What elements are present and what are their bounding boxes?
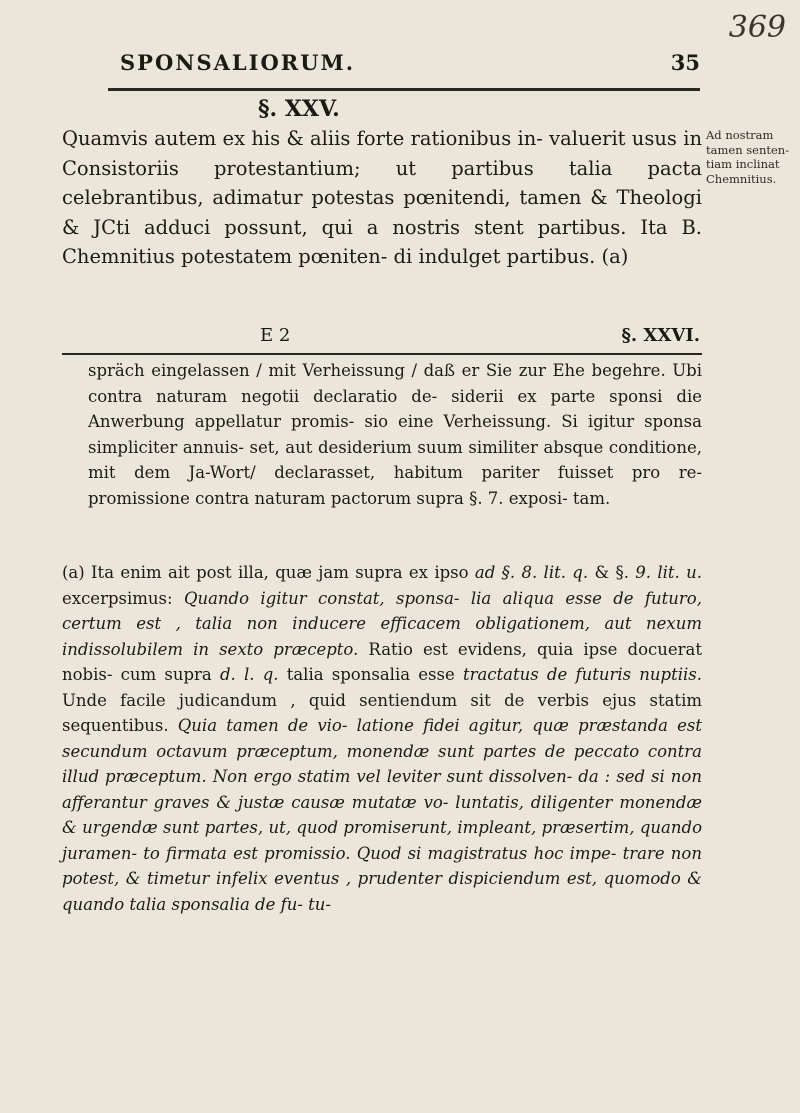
footnote-a-ref3: d. l. q. (219, 665, 279, 684)
running-head (110, 50, 700, 90)
main-paragraph-text: Quamvis autem ex his & aliis forte rationibus in- valuerit usus in Consistoriis protestantium; ut partibus talia pacta celebrantibus, adimatur potestas pœnitendi, tamen & Theologi & JCti adduci possunt, qui a nostris stent partibus. Ita B. Chemnitius potestatem pœniten- di indulget partibus. (a) (62, 127, 702, 268)
footnote-a-ref1: ad §. 8. lit. q. (474, 563, 589, 582)
footnote-a-text (62, 560, 702, 917)
footnote-continued (88, 358, 702, 511)
signature-line (260, 325, 700, 355)
margin-note: Ad nostram tamen senten- tiam inclinat Chemnitius. (706, 128, 790, 186)
footnote-a-ref2: 9. lit. u. (635, 563, 703, 582)
footnote-a-lead: (a) Ita enim ait post illa, quæ jam supra ex ipso (62, 563, 475, 582)
footnote-a-mid2: excerpsimus: (62, 588, 184, 608)
footnote-a-quote2: tractatus de futuris nuptiis. (462, 665, 702, 684)
footnote-a-mid1: & §. (588, 563, 636, 582)
footnote-a (62, 560, 702, 917)
section-heading: §. XXV. (258, 96, 340, 122)
catchword: §. XXVI. (621, 325, 700, 346)
main-paragraph (62, 124, 702, 272)
signature-mark: E 2 (260, 325, 291, 346)
footnote-rule (62, 353, 702, 355)
running-title: SPONSALIORUM. (120, 50, 356, 75)
page-number: 35 (670, 50, 700, 75)
footnote-a-quote1: Quando igitur constat, sponsa- lia aliqua esse de futuro, certum est , talia non inducere efficacem obligationem, aut nexum indissolubilem in sexto præcepto. (62, 588, 702, 659)
footnote-continued-text: spräch eingelassen / mit Verheissung / daß er Sie zur Ehe begehre. Ubi contra naturam negotii declaratio de- siderii ex parte sponsi die Anwerbung appellatur promis- sio eine Verheissung. Si igitur sponsa simpliciter annuis- set, aut desiderium suum similiter absque conditione, mit dem Ja-Wort/ declarasset, habitum pariter fuisset pro re- promissione contra naturam pactorum supra §. 7. exposi- tam. (88, 361, 702, 508)
header-rule (108, 88, 700, 91)
footnote-a-mid3: Ratio est evidens, quia ipse docuerat nobis- cum supra (62, 639, 702, 684)
footnote-a-mid5: Unde facile judicandum , quid sentiendum sit de verbis ejus statim sequentibus. (62, 690, 702, 735)
footnote-a-quote3: Quia tamen de vio- latione fidei agitur, quæ præstanda est secundum octavum præceptum, monendæ sunt partes de peccato contra illud præceptum. Non ergo statim vel leviter sunt dissolven- da : sed si non afferantur graves & justæ causæ mutatæ vo- luntatis, diligenter monendæ & urgendæ sunt partes, ut, quod promiserunt, impleant, præsertim, quando juramen- to firmata est promissio. Quod si magistratus hoc impe- trare non potest, & timetur infelix eventus , prudenter dispiciendum est, quomodo & quando talia sponsalia de fu- tu- (62, 716, 702, 914)
corner-mark: 369 (728, 10, 786, 45)
footnote-a-mid4: talia sponsalia esse (278, 665, 463, 684)
